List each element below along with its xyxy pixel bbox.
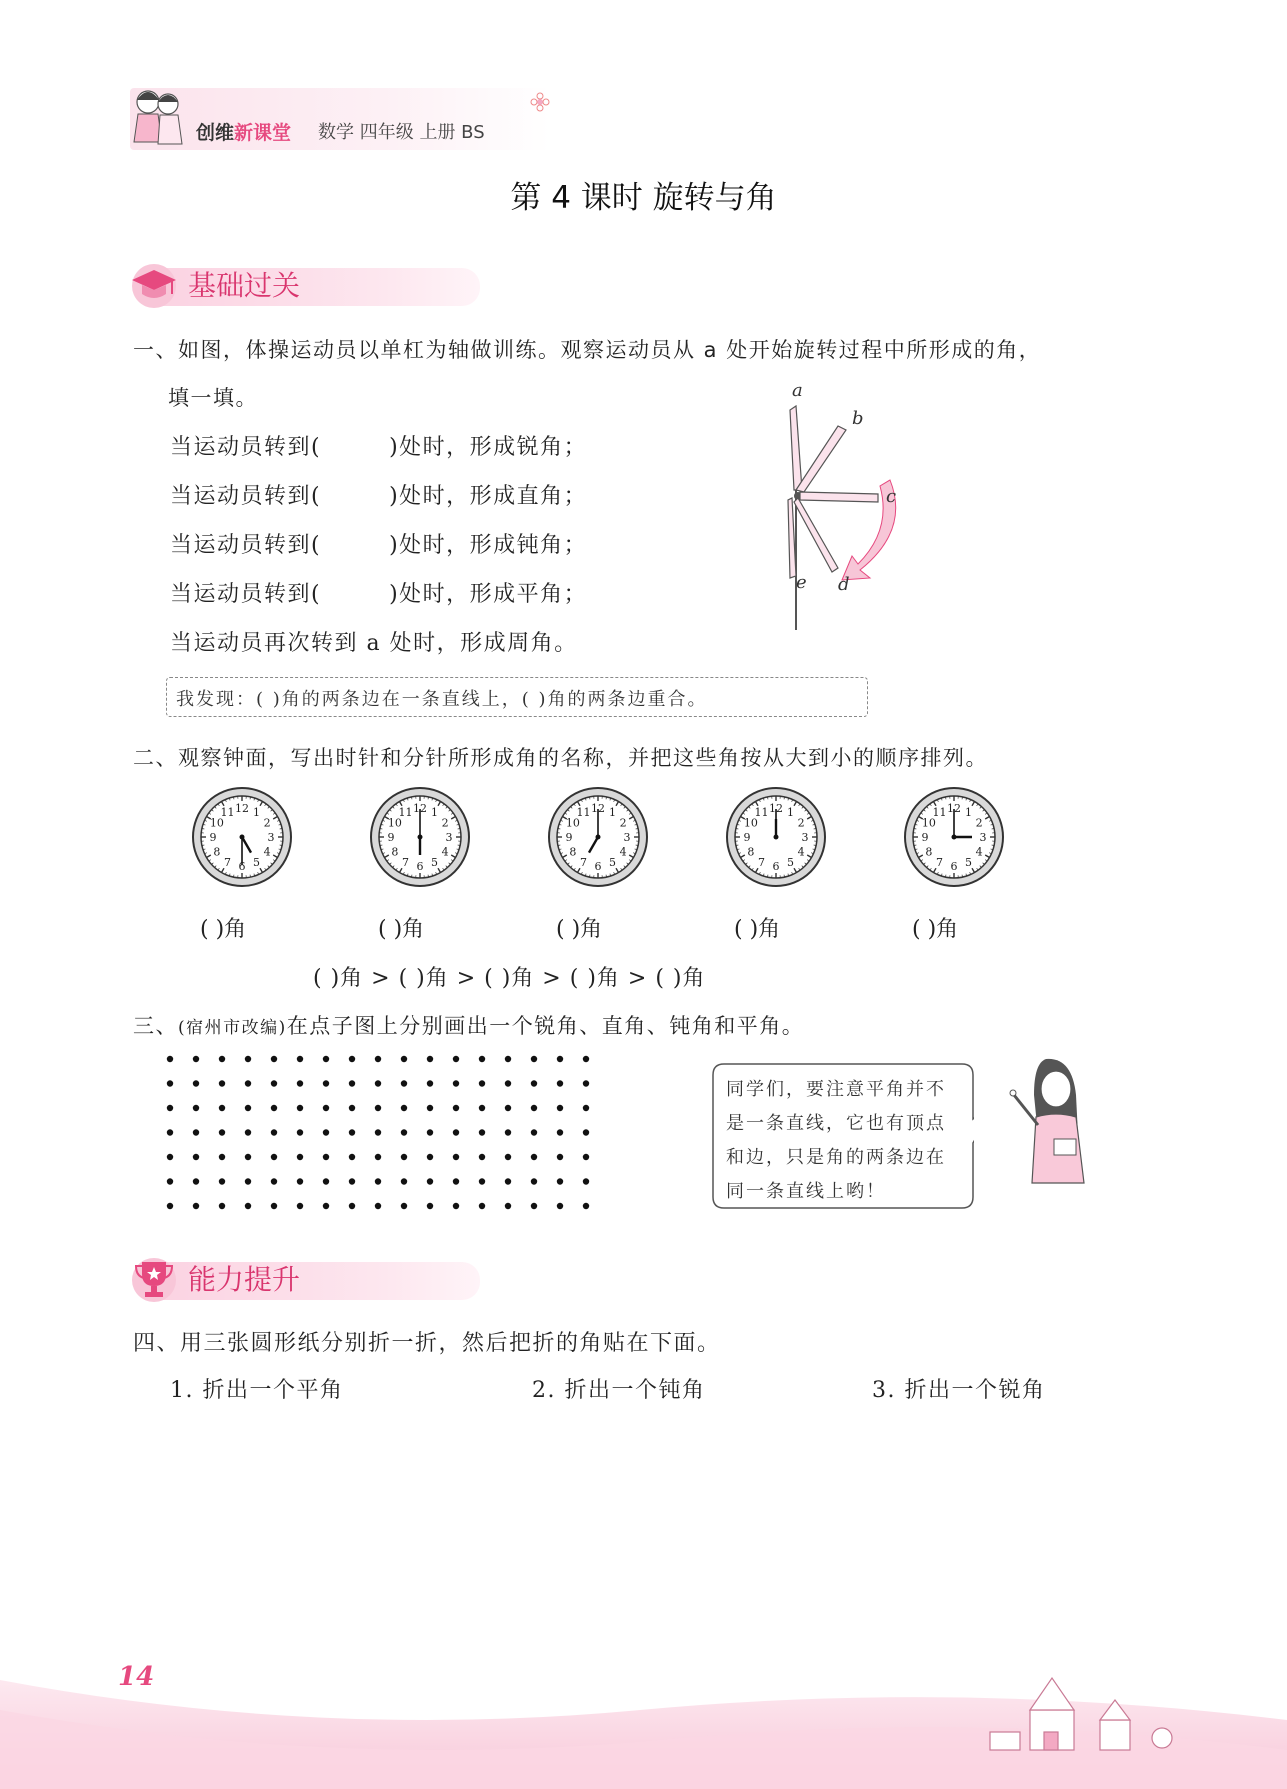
clock-number: 3 [445,831,453,844]
grid-dot[interactable] [219,1056,225,1062]
grid-dot[interactable] [505,1056,511,1062]
clock-number: 12 [235,802,249,815]
grid-dot[interactable] [427,1080,433,1086]
grid-dot[interactable] [219,1129,225,1135]
gymnast-rotation-figure [760,380,920,630]
trophy-icon [128,1252,180,1304]
grid-dot[interactable] [297,1080,303,1086]
grid-dot[interactable] [453,1080,459,1086]
clock-number: 4 [797,845,805,859]
clock-number: 9 [921,831,929,844]
clock-number: 3 [979,831,987,844]
grid-dot[interactable] [505,1203,511,1209]
grid-dot[interactable] [583,1105,589,1111]
grid-dot[interactable] [375,1129,381,1135]
grid-dot[interactable] [479,1056,485,1062]
clock-number: 11 [754,805,769,819]
clock-number: 5 [965,856,972,870]
discovery-text: 我发现：( )角的两条边在一条直线上，( )角的两条边重合。 [176,689,708,710]
page-number: 14 [118,1662,155,1692]
grid-dot[interactable] [531,1154,537,1160]
clock-answer-4: ( )角 [734,917,781,942]
grid-dot[interactable] [167,1056,173,1062]
grid-dot[interactable] [167,1178,173,1184]
grid-dot[interactable] [375,1178,381,1184]
grid-dot[interactable] [193,1129,199,1135]
angle-order-line: ( )角 > ( )角 > ( )角 > ( )角 > ( )角 [313,966,706,991]
clock-number: 2 [619,816,627,830]
grid-dot[interactable] [557,1056,563,1062]
clock-number: 3 [801,831,809,844]
label-a: a [792,380,803,401]
grid-dot[interactable] [297,1129,303,1135]
grid-dot[interactable] [557,1154,563,1160]
q3-prompt: 三、(宿州市改编)在点子图上分别画出一个锐角、直角、钝角和平角。 [133,1014,805,1038]
grid-dot[interactable] [167,1203,173,1209]
q1-line-4: 当运动员转到( )处时，形成平角； [170,582,588,607]
label-d: d [838,574,850,595]
grid-dot[interactable] [193,1178,199,1184]
clock-number: 7 [224,856,231,870]
grid-dot[interactable] [349,1129,355,1135]
grid-dot[interactable] [427,1129,433,1135]
grid-dot[interactable] [531,1129,537,1135]
grid-dot[interactable] [557,1129,563,1135]
clock-number: 2 [797,816,805,830]
grid-dot[interactable] [297,1105,303,1111]
grid-dot[interactable] [401,1178,407,1184]
grid-dot[interactable] [297,1056,303,1062]
grid-dot[interactable] [297,1203,303,1209]
grid-dot[interactable] [453,1203,459,1209]
grid-dot[interactable] [349,1203,355,1209]
grid-dot[interactable] [505,1154,511,1160]
grid-dot[interactable] [245,1105,251,1111]
grid-dot[interactable] [323,1154,329,1160]
grid-dot[interactable] [323,1178,329,1184]
clock-number: 8 [747,845,755,859]
footer-wave [0,1640,1287,1789]
label-b: b [852,408,864,429]
clock-number: 6 [772,860,780,873]
grid-dot[interactable] [583,1056,589,1062]
clock-face-1 [190,785,294,889]
grid-dot[interactable] [297,1178,303,1184]
q1-prompt-line2: 填一填。 [168,386,258,410]
grid-dot[interactable] [531,1178,537,1184]
clock-number: 1 [431,805,438,819]
grid-dot[interactable] [271,1080,277,1086]
grid-dot[interactable] [479,1178,485,1184]
grid-dot[interactable] [349,1056,355,1062]
grid-dot[interactable] [219,1203,225,1209]
grid-dot[interactable] [505,1105,511,1111]
clock-answer-2: ( )角 [378,917,425,942]
clock-number: 5 [609,856,616,870]
dot-grid[interactable] [164,1053,592,1213]
clock-number: 2 [975,816,983,830]
clock-number: 2 [263,816,271,830]
section-title-advanced: 能力提升 [188,1263,301,1296]
clock-number: 10 [921,816,936,830]
clock-row [190,785,1030,895]
cartoon-girls-icon [128,80,188,152]
grid-dot[interactable] [271,1178,277,1184]
clock-number: 1 [609,805,616,819]
clock-number: 8 [569,845,577,859]
clock-number: 10 [209,816,224,830]
clock-number: 7 [402,856,409,870]
clock-number: 10 [565,816,580,830]
grid-dot[interactable] [375,1056,381,1062]
grid-dot[interactable] [583,1178,589,1184]
grid-dot[interactable] [427,1178,433,1184]
clock-number: 8 [213,845,221,859]
q1-line-1: 当运动员转到( )处时，形成锐角； [170,435,588,460]
grid-dot[interactable] [531,1203,537,1209]
grid-dot[interactable] [401,1105,407,1111]
grid-dot[interactable] [557,1178,563,1184]
clock-number: 9 [565,831,573,844]
header-subtitle: 数学 四年级 上册 BS [318,122,485,143]
grid-dot[interactable] [531,1105,537,1111]
grid-dot[interactable] [583,1203,589,1209]
grid-dot[interactable] [193,1105,199,1111]
grid-dot[interactable] [323,1203,329,1209]
teacher-icon [1006,1055,1096,1185]
grid-dot[interactable] [401,1129,407,1135]
grid-dot[interactable] [193,1154,199,1160]
grid-dot[interactable] [427,1056,433,1062]
clock-number: 6 [238,860,246,873]
q1-line-5: 当运动员再次转到 a 处时，形成周角。 [170,631,578,656]
grid-dot[interactable] [583,1129,589,1135]
clock-number: 8 [925,845,933,859]
clock-number: 7 [936,856,943,870]
grid-dot[interactable] [323,1105,329,1111]
grid-dot[interactable] [401,1080,407,1086]
grid-dot[interactable] [167,1154,173,1160]
grid-dot[interactable] [505,1129,511,1135]
clock-number: 6 [416,860,424,873]
grid-dot[interactable] [583,1080,589,1086]
grid-dot[interactable] [401,1154,407,1160]
grid-dot[interactable] [375,1080,381,1086]
clock-face-4 [724,785,828,889]
grid-dot[interactable] [167,1129,173,1135]
grid-dot[interactable] [505,1080,511,1086]
clock-number: 2 [441,816,449,830]
graduation-cap-icon [128,258,180,310]
q1-prompt-line1: 一、如图，体操运动员以单杠为轴做训练。观察运动员从 a 处开始旋转过程中所形成的角， [133,338,1042,362]
grid-dot[interactable] [323,1080,329,1086]
clock-number: 1 [787,805,794,819]
grid-dot[interactable] [245,1203,251,1209]
grid-dot[interactable] [401,1203,407,1209]
clock-answer-3: ( )角 [556,917,603,942]
clock-number: 5 [253,856,260,870]
grid-dot[interactable] [297,1154,303,1160]
clock-number: 1 [253,805,260,819]
grid-dot[interactable] [453,1105,459,1111]
grid-dot[interactable] [479,1105,485,1111]
clock-number: 10 [387,816,402,830]
clock-number: 12 [413,802,427,815]
fold-item-2: 2. 折出一个钝角 [532,1378,706,1403]
label-c: c [886,486,897,507]
clock-number: 5 [431,856,438,870]
grid-dot[interactable] [453,1154,459,1160]
grid-dot[interactable] [531,1056,537,1062]
clock-number: 9 [387,831,395,844]
grid-dot[interactable] [583,1154,589,1160]
grid-dot[interactable] [375,1154,381,1160]
fold-item-1: 1. 折出一个平角 [170,1378,344,1403]
grid-dot[interactable] [557,1203,563,1209]
grid-dot[interactable] [245,1056,251,1062]
grid-dot[interactable] [349,1178,355,1184]
grid-dot[interactable] [375,1203,381,1209]
grid-dot[interactable] [219,1154,225,1160]
grid-dot[interactable] [271,1154,277,1160]
grid-dot[interactable] [245,1080,251,1086]
grid-dot[interactable] [453,1129,459,1135]
grid-dot[interactable] [323,1129,329,1135]
grid-dot[interactable] [531,1080,537,1086]
clock-number: 4 [619,845,627,859]
brand-name: 创维新课堂 [196,122,292,144]
page-title: 第 4 课时 旋转与角 [510,180,777,216]
clock-number: 11 [932,805,947,819]
flower-icon [530,92,550,112]
grid-dot[interactable] [245,1178,251,1184]
section-banner-basic [128,258,488,310]
grid-dot[interactable] [479,1080,485,1086]
clock-number: 7 [758,856,765,870]
clock-number: 4 [975,845,983,859]
clock-number: 12 [947,802,961,815]
label-e: e [796,572,807,593]
clock-number: 7 [580,856,587,870]
clock-number: 4 [263,845,271,859]
grid-dot[interactable] [557,1080,563,1086]
clock-face-5 [902,785,1006,889]
section-title-basic: 基础过关 [188,269,301,302]
clock-number: 5 [787,856,794,870]
grid-dot[interactable] [271,1105,277,1111]
clock-number: 8 [391,845,399,859]
clock-number: 4 [441,845,449,859]
grid-dot[interactable] [427,1203,433,1209]
grid-dot[interactable] [193,1056,199,1062]
grid-dot[interactable] [453,1056,459,1062]
clock-answer-1: ( )角 [200,917,247,942]
clock-number: 12 [769,802,783,815]
grid-dot[interactable] [271,1129,277,1135]
grid-dot[interactable] [557,1105,563,1111]
section-banner-advanced [128,1252,488,1304]
clock-number: 11 [576,805,591,819]
clock-number: 9 [743,831,751,844]
clock-number: 3 [267,831,275,844]
grid-dot[interactable] [193,1203,199,1209]
grid-dot[interactable] [349,1080,355,1086]
grid-dot[interactable] [479,1203,485,1209]
grid-dot[interactable] [271,1203,277,1209]
grid-dot[interactable] [453,1178,459,1184]
clock-number: 10 [743,816,758,830]
grid-dot[interactable] [167,1080,173,1086]
grid-dot[interactable] [271,1056,277,1062]
grid-dot[interactable] [167,1105,173,1111]
grid-dot[interactable] [193,1080,199,1086]
q1-line-2: 当运动员转到( )处时，形成直角； [170,484,588,509]
grid-dot[interactable] [479,1129,485,1135]
grid-dot[interactable] [479,1154,485,1160]
q4-prompt: 四、用三张圆形纸分别折一折，然后把折的角贴在下面。 [133,1331,721,1356]
grid-dot[interactable] [245,1154,251,1160]
clock-number: 12 [591,802,605,815]
clock-number: 9 [209,831,217,844]
grid-dot[interactable] [245,1129,251,1135]
grid-dot[interactable] [219,1178,225,1184]
grid-dot[interactable] [323,1056,329,1062]
clock-number: 11 [220,805,235,819]
grid-dot[interactable] [349,1105,355,1111]
clock-face-3 [546,785,650,889]
grid-dot[interactable] [427,1105,433,1111]
q1-line-3: 当运动员转到( )处时，形成钝角； [170,533,588,558]
clock-number: 6 [950,860,958,873]
clock-number: 6 [594,860,602,873]
clock-number: 11 [398,805,413,819]
grid-dot[interactable] [427,1154,433,1160]
clock-number: 1 [965,805,972,819]
q2-prompt: 二、观察钟面，写出时针和分针所形成角的名称，并把这些角按从大到小的顺序排列。 [133,746,988,770]
grid-dot[interactable] [219,1105,225,1111]
grid-dot[interactable] [219,1080,225,1086]
grid-dot[interactable] [401,1056,407,1062]
fold-item-3: 3. 折出一个锐角 [872,1378,1046,1403]
clock-number: 3 [623,831,631,844]
grid-dot[interactable] [375,1105,381,1111]
grid-dot[interactable] [505,1178,511,1184]
clock-answer-5: ( )角 [912,917,959,942]
grid-dot[interactable] [349,1154,355,1160]
bubble-text: 同学们，要注意平角并不 是一条直线，它也有顶点 和边，只是角的两条边在 同一条直线上哟！ [726,1079,946,1202]
clock-face-2 [368,785,472,889]
